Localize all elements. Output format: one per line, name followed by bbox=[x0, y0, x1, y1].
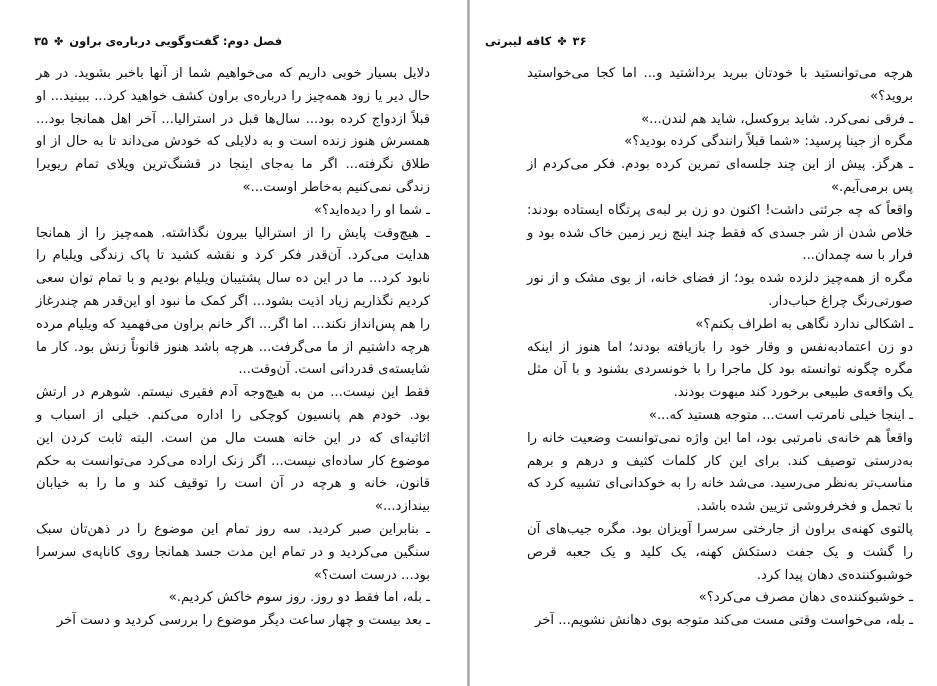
paragraph: ـ اشکالی ندارد نگاهی به اطراف بکنم؟» bbox=[695, 316, 913, 332]
paragraph: ـ هیچ‌وقت پایش را از استرالیا بیرون نگذاشته. همه‌چیز را از همانجا هدایت می‌کرد. آن‌قدر فکر کرد و نقشه کشید تا پاک زندگی ویلیام را نابود کرد... ما در این ده سال پشتیبان ویلیام بودیم و با تمام توان سعی کردیم نگذاریم زیاد اذیت بشود... اگر کمک ما نبود او این‌قدر هم چندرغاز را هم پس‌انداز نکند... اما اگر... اگر خانم براون می‌فهمید که ویلیام مرده هرچه داشتیم از ما می‌گرفت... هرچه باشد هنوز قانوناً زنش بود. کار ما شایسته‌ی قدردانی است. آن‌وقت... bbox=[36, 225, 430, 378]
right-page-number: ۳۶ bbox=[572, 34, 587, 48]
paragraph: ـ بله، اما فقط دو روز. روز سوم خاکش کردیم.» bbox=[168, 590, 430, 606]
paragraph: ـ اینجا خیلی نامرتب است... متوجه هستید که...» bbox=[648, 407, 913, 423]
left-page bbox=[0, 0, 468, 686]
paragraph: دلایل بسیار خوبی داریم که می‌خواهیم شما از آنها باخبر بشوید. در هر حال دیر یا زود همه‌چیز را درباره‌ی براون کشف خواهید کرد... ببینید... او قبلاً ازدواج کرده بود... سال‌ها قبل در استرالیا... آخر اهل همانجا بود... همسرش هنوز زنده است و به دلایلی که خودش می‌داند تا به حال از او طلاق نگرفته... اگر ما به‌جای اینجا در قشنگ‌ترین ویلای تمام ریویرا زندگی نمی‌کنیم به‌خاطر اوست...» bbox=[36, 66, 430, 195]
paragraph: مگره از همه‌چیز دلزده شده بود؛ از فضای خانه، از بوی مشک و از نور صورتی‌رنگ چراغ حباب‌دار. bbox=[527, 271, 913, 309]
right-page-body bbox=[527, 63, 913, 633]
left-page-header bbox=[34, 30, 282, 52]
paragraph: ـ هرگز. پیش از این چند جلسه‌ای تمرین کرده بودم. فکر می‌کردم از پس برمی‌آیم.» bbox=[527, 157, 913, 195]
paragraph: مگره از جینا پرسید: «شما قبلاً رانندگی کرده بودید؟» bbox=[624, 134, 913, 150]
paragraph: ـ خوشبوکننده‌ی دهان مصرف می‌کرد؟» bbox=[698, 590, 913, 606]
paragraph: ـ بنابراین صبر کردید. سه روز تمام این موضوع را در ذهن‌تان سبک سنگین می‌کردید و در تمام این مدت جسد همانجا روی کاناپه‌ی سرسرا بود... درست است؟» bbox=[36, 521, 430, 583]
paragraph: دو زن اعتمادبه‌نفس و وقار خود را بازیافته بودند؛ اما هنوز از اینکه مگره چگونه توانسته بود کل ماجرا را با خونسردی بشنود و با آن مثل یک واقعه‌ی طبیعی برخورد کند مبهوت بودند. bbox=[527, 339, 913, 401]
ornament-icon: ✤ bbox=[557, 34, 567, 48]
ornament-icon: ✤ bbox=[54, 34, 64, 48]
paragraph: هرچه می‌توانستید با خودتان ببرید برداشتید و... اما کجا می‌خواستید بروید؟» bbox=[527, 66, 913, 104]
paragraph: ـ بله، می‌خواست وقتی مست می‌کند متوجه بوی دهانش نشویم... آخر bbox=[534, 613, 913, 629]
right-page-title: کافه لیبرتی bbox=[485, 34, 552, 48]
left-page-title: فصل دوم: گفت‌وگویی درباره‌ی براون bbox=[69, 34, 283, 48]
paragraph: ـ فرقی نمی‌کرد. شاید بروکسل، شاید هم لندن...» bbox=[641, 111, 913, 127]
paragraph: ـ شما او را دیده‌اید؟» bbox=[313, 202, 430, 218]
right-page-header bbox=[485, 30, 587, 52]
right-page bbox=[469, 0, 937, 686]
left-page-number: ۳۵ bbox=[34, 34, 49, 48]
paragraph: واقعاً هم خانه‌ی نامرتبی بود، اما این واژه نمی‌توانست وضعیت خانه را به‌درستی توصیف کند. برای این کار کلمات کثیف و درهم و برهم مناسب‌تر به‌نظر می‌رسید. می‌شد خانه را به خوکدانی‌ای تشبیه کرد که با تجمل و فخرفروشی تزیین شده باشد. bbox=[527, 430, 913, 515]
paragraph: پالتوی کهنه‌ی براون از جارختی سرسرا آویزان بود. مگره جیب‌های آن را گشت و یک جفت دستکش کهنه، یک کلید و یک جعبه قرص خوشبوکننده‌ی دهان پیدا کرد. bbox=[527, 521, 913, 583]
paragraph: واقعاً که چه جرئتی داشت! اکنون دو زن بر لبه‌ی پرتگاه ایستاده بودند: خلاص شدن از شر جسدی که فقط چند اینچ زیر زمین خاک شده بود و فرار با سه چمدان... bbox=[527, 202, 913, 264]
paragraph: ـ بعد بیست و چهار ساعت دیگر موضوع را بررسی کردید و دست آخر bbox=[56, 613, 430, 629]
paragraph: فقط این نیست... من به هیچ‌وجه آدم فقیری نیستم. شوهرم در ارتش بود. خودم هم پانسیون کوچکی را اداره می‌کنم. خیلی از اسباب و اثاثیه‌ای که در این خانه هست مال من است. البته ثابت کردن این موضوع کار ساده‌ای نیست... اگر زنک اراده می‌کرد می‌توانست به حکم قانون، خانه و هرچه در آن است را توقیف کند و ما را به خیابان بیندازد...» bbox=[36, 385, 430, 515]
left-page-body bbox=[36, 63, 430, 633]
